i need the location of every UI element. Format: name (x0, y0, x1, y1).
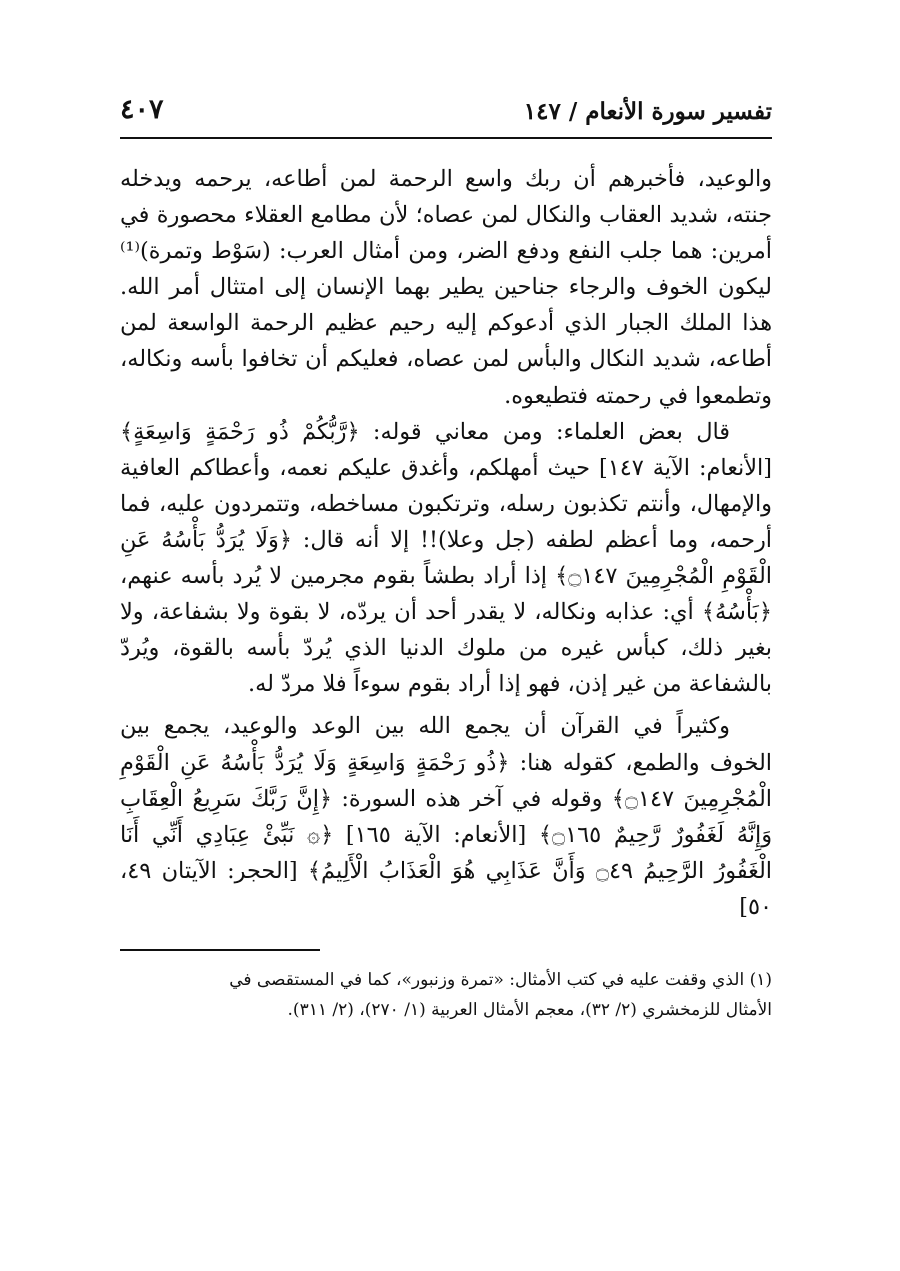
footnote-1-line-2: الأمثال للزمخشري (٢/ ٣٢)، معجم الأمثال العربية (١/ ٢٧٠)، (٢/ ٣١١). (287, 999, 772, 1020)
footnote-separator (120, 949, 320, 951)
header-title: تفسير سورة الأنعام / ١٤٧ (523, 98, 772, 125)
paragraph-2: قال بعض العلماء: ومن معاني قوله: ﴿رَّبُّكُمْ ذُو رَحْمَةٍ وَاسِعَةٍ﴾ [الأنعام: الآية ١٤٧] حيث أمهلكم، وأغدق عليكم نعمه، وأعطاكم العافية والإمهال، وأنتم تكذبون رسله، وترتكبون مساخطه، وتتمردون عليه، فما أرحمه، وما أعظم لطفه (جل وعلا)!! إلا أنه قال: ﴿وَلَا يُرَدُّ بَأْسُهُ عَنِ الْقَوْمِ الْمُجْرِمِينَ ۝١٤٧﴾ إذا أراد بطشاً بقوم مجرمين لا يُرد بأسه عنهم، ﴿بَأْسُهُ﴾ أي: عذابه ونكاله، لا يقدر أحد أن يردّه، لا بقوة ولا بشفاعة، ولا بغير ذلك، كبأس غيره من ملوك الدنيا الذي يُردّ بأسه بالقوة، ويُردّ بالشفاعة من غير إذن، فهو إذا أراد بقوم سوءاً فلا مردّ له. (120, 418, 772, 698)
page-number: ٤٠٧ (120, 94, 164, 125)
footnote-1-line-1: (١) الذي وقفت عليه في كتب الأمثال: «تمرة وزنبور»، كما في المستقصى في (229, 969, 772, 990)
paragraph-1: والوعيد، فأخبرهم أن ربك واسع الرحمة لمن أطاعه، يرحمه ويدخله جنته، شديد العقاب والنكال لمن عصاه؛ لأن مطامع العقلاء محصورة في أمرين: هما جلب النفع ودفع الضر، ومن أمثال العرب: (سَوْط وتمرة)⁽¹⁾ ليكون الخوف والرجاء جناحين يطير بهما الإنسان إلى امتثال أمر الله. هذا الملك الجبار الذي أدعوكم إليه رحيم عظيم الرحمة الواسعة لمن أطاعه، شديد النكال والبأس لمن عصاه، فعليكم أن تخافوا بأسه ونكاله، وتطمعوا في رحمته فتطيعوه. (120, 166, 772, 409)
footnotes (120, 965, 772, 1025)
running-header (120, 96, 772, 139)
paragraph-3: وكثيراً في القرآن أن يجمع الله بين الوعد والوعيد، يجمع بين الخوف والطمع، كقوله هنا: ﴿ذُو رَحْمَةٍ وَاسِعَةٍ وَلَا يُرَدُّ بَأْسُهُ عَنِ الْقَوْمِ الْمُجْرِمِينَ ۝١٤٧﴾ وقوله في آخر هذه السورة: ﴿إِنَّ رَبَّكَ سَرِيعُ الْعِقَابِ وَإِنَّهُ لَغَفُورٌ رَّحِيمٌ ۝١٦٥﴾ [الأنعام: الآية ١٦٥] ﴿۞ نَبِّئْ عِبَادِي أَنِّي أَنَا الْغَفُورُ الرَّحِيمُ ۝٤٩ وَأَنَّ عَذَابِي هُوَ الْعَذَابُ الْأَلِيمُ﴾ [الحجر: الآيتان ٤٩، ٥٠] (120, 713, 773, 920)
main-text (120, 161, 772, 925)
